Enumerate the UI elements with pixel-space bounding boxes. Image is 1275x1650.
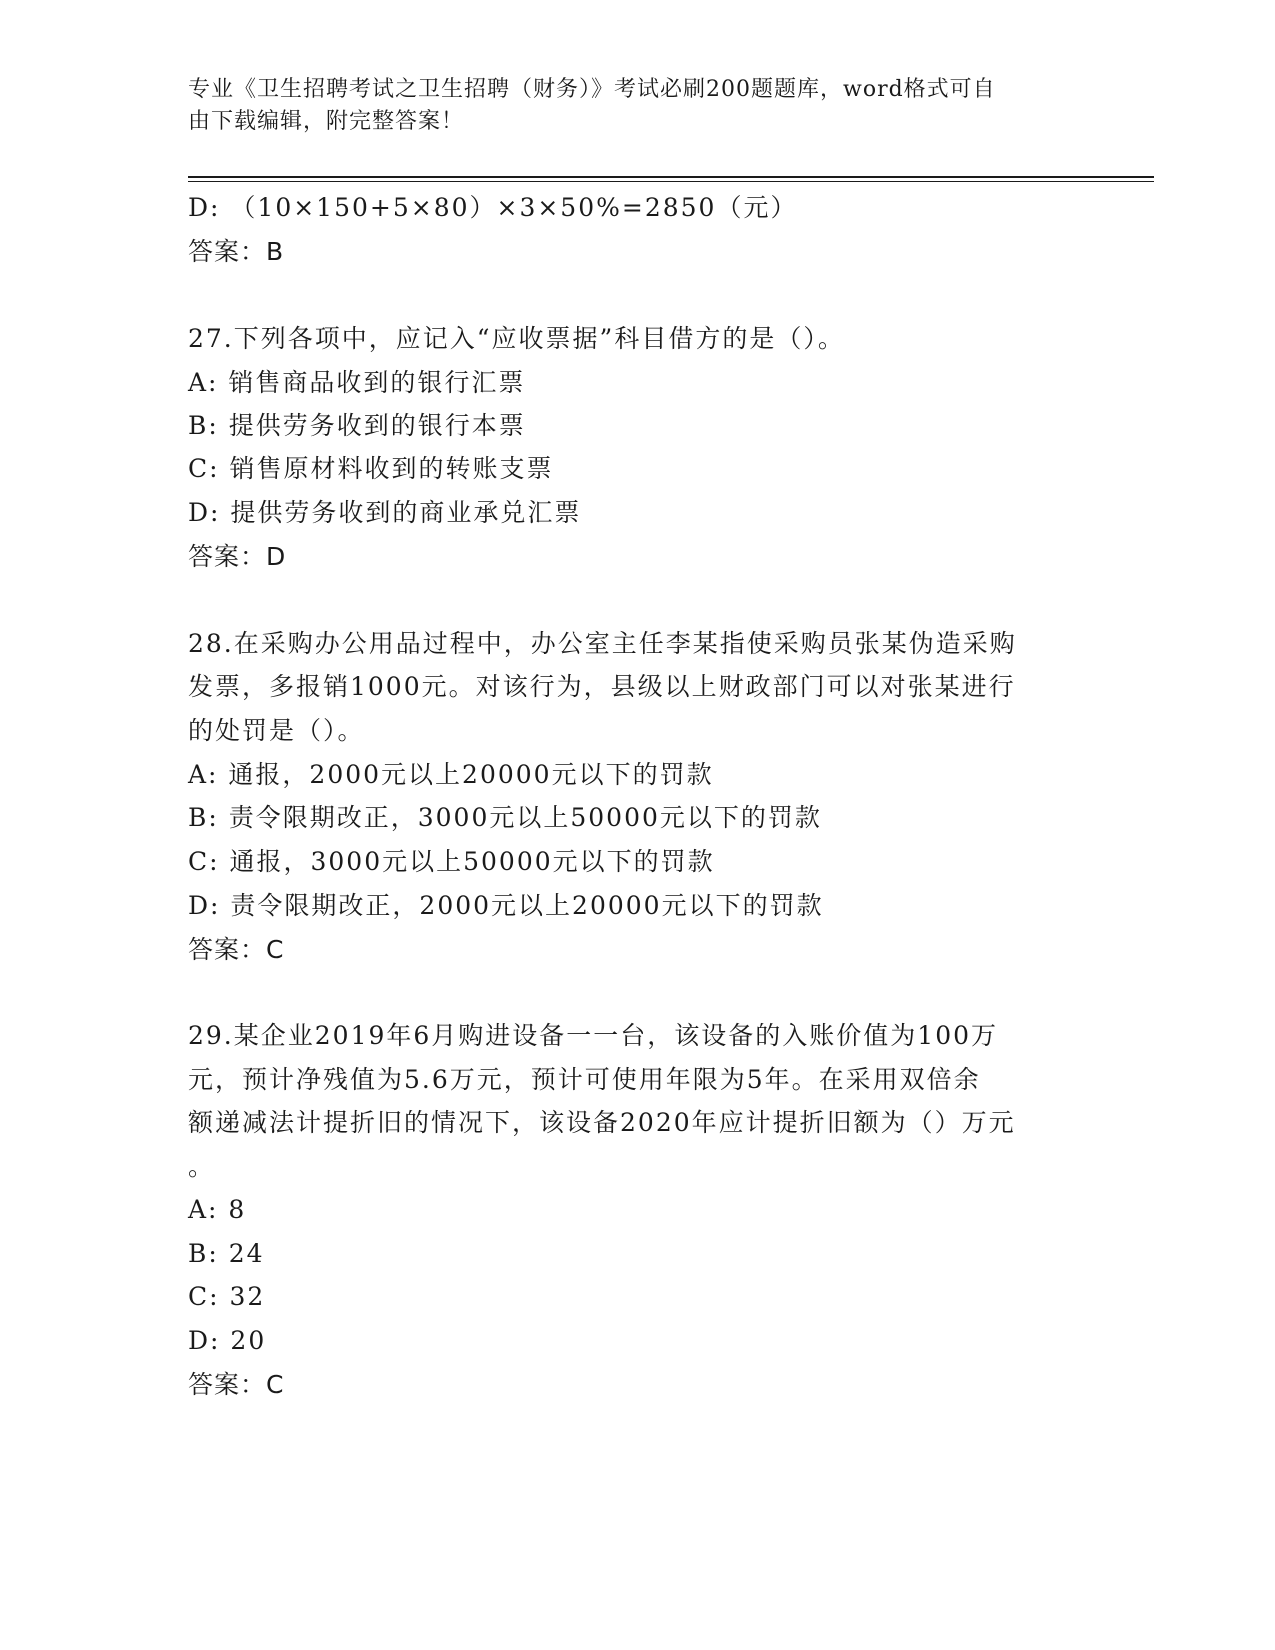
header-divider-thick	[188, 176, 1154, 178]
q28-option-d: D: 责令限期改正，2000元以上20000元以下的罚款	[188, 891, 824, 920]
q27-option-c: C: 销售原材料收到的转账支票	[188, 454, 554, 483]
q27-option-b: B: 提供劳务收到的银行本票	[188, 411, 526, 440]
header-divider-thin	[188, 181, 1154, 182]
prev-option-d: D: （10×150+5×80）×3×50%=2850（元）	[188, 193, 798, 222]
q27-stem: 27.下列各项中，应记入“应收票据”科目借方的是（）。	[188, 324, 845, 353]
document-header	[188, 74, 1068, 138]
q27-option-a: A: 销售商品收到的银行汇票	[188, 368, 526, 397]
q27-option-d: D: 提供劳务收到的商业承兑汇票	[188, 498, 582, 527]
header-line-1: 专业《卫生招聘考试之卫生招聘（财务）》考试必刷200题题库，word格式可自	[188, 77, 996, 102]
q29-stem-line-3: 额递减法计提折旧的情况下，该设备2020年应计提折旧额为（）万元	[188, 1108, 1016, 1137]
q28-stem-line-1: 28.在采购办公用品过程中，办公室主任李某指使采购员张某伪造采购	[188, 629, 1017, 658]
q29-option-d: D: 20	[188, 1326, 267, 1355]
q29-answer: 答案：C	[188, 1370, 285, 1399]
q29-stem-line-2: 元，预计净残值为5.6万元，预计可使用年限为5年。在采用双倍余	[188, 1065, 981, 1094]
q29-option-b: B: 24	[188, 1239, 265, 1268]
q28-option-a: A: 通报，2000元以上20000元以下的罚款	[188, 760, 714, 789]
q29-option-c: C: 32	[188, 1282, 266, 1311]
q27-answer: 答案：D	[188, 542, 287, 571]
q28-answer: 答案：C	[188, 935, 285, 964]
header-line-2: 由下载编辑，附完整答案！	[188, 109, 465, 134]
q28-option-c: C: 通报，3000元以上50000元以下的罚款	[188, 847, 715, 876]
q28-stem-line-2: 发票，多报销1000元。对该行为，县级以上财政部门可以对张某进行	[188, 672, 1016, 701]
q29-stem-line-4: 。	[188, 1152, 216, 1181]
q29-option-a: A: 8	[188, 1195, 247, 1224]
q29-stem-line-1: 29.某企业2019年6月购进设备一一台，该设备的入账价值为100万	[188, 1021, 999, 1050]
q28-option-b: B: 责令限期改正，3000元以上50000元以下的罚款	[188, 803, 822, 832]
q28-stem-line-3: 的处罚是（）。	[188, 716, 365, 745]
prev-answer: 答案：B	[188, 237, 285, 266]
